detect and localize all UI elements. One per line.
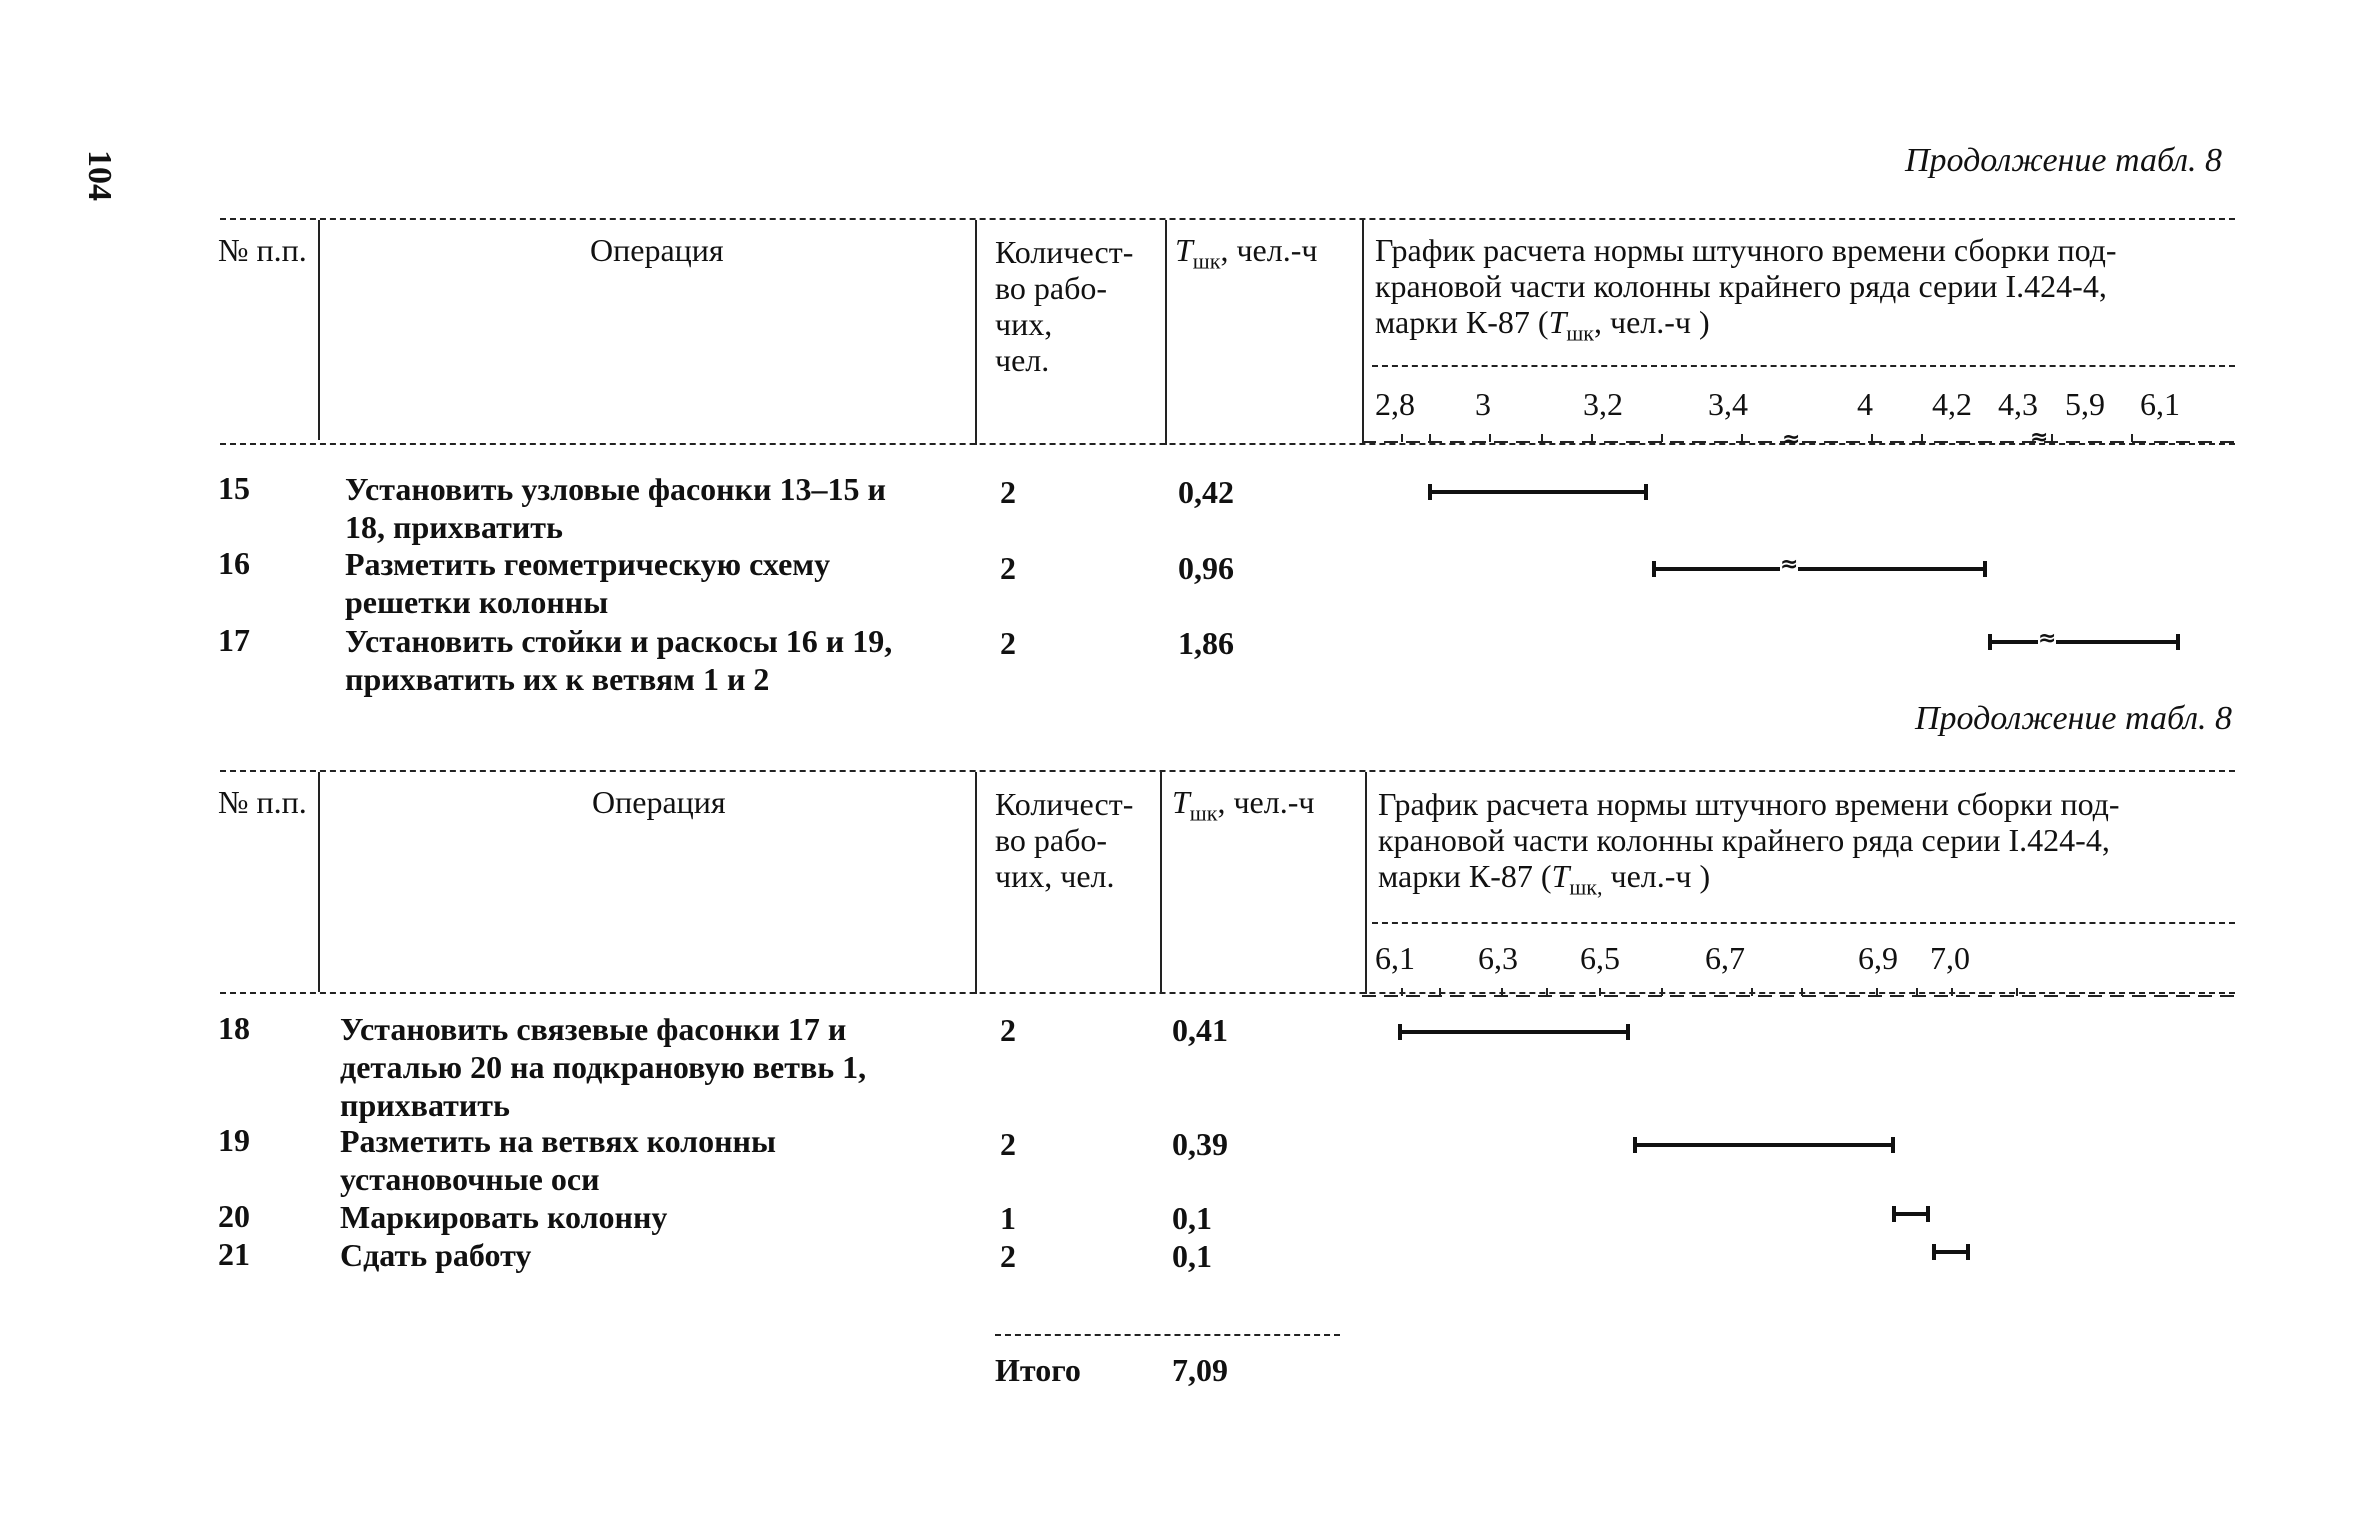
gantt-bar <box>1633 1143 1895 1147</box>
table-row-num: 18 <box>218 1010 250 1046</box>
total-rule <box>995 1334 1340 1336</box>
table-row-num: 21 <box>218 1236 250 1272</box>
table1-axis-tick: 3 <box>1475 386 1491 422</box>
table1-header-num: № п.п. <box>218 232 307 268</box>
table-row-workers: 2 <box>1000 1126 1016 1162</box>
table-row-time: 0,42 <box>1178 474 1234 510</box>
gantt-bar <box>1652 567 1987 571</box>
table2-header-chart: График расчета нормы штучного времени сборки под- крановой части колонны крайнего ряда серии I.424-4, марки К-87 ($Т_{шк,}$ чел.-ч ) <box>1378 786 2120 900</box>
table-row-num: 19 <box>218 1122 250 1158</box>
table-row-num: 16 <box>218 545 250 581</box>
table1-axis-break-icon: ≈ <box>2030 425 2049 450</box>
table-row-workers: 2 <box>1000 1238 1016 1274</box>
table-row-operation: Установить узловые фасонки 13–15 и 18, прихватить <box>345 471 886 545</box>
table2-caption: Продолжение табл. 8 <box>1915 700 2233 737</box>
table-row-operation: Сдать работу <box>340 1237 532 1273</box>
table2-col-sep-3 <box>1160 772 1162 994</box>
table1-chart-subrule <box>1372 365 2235 367</box>
table2-axis-tick: 6,5 <box>1580 940 1620 976</box>
table-row-operation: Разметить на ветвях колонны установочные оси <box>340 1123 776 1197</box>
table1-axis-tick: 3,4 <box>1708 386 1748 422</box>
table1-col-sep-4 <box>1362 220 1364 445</box>
table1-axis-scale <box>1362 430 2242 450</box>
gantt-break-icon: ≈ <box>2038 626 2057 651</box>
table2-chart-subrule <box>1372 922 2235 924</box>
table-row-operation: Разметить геометрическую схему решетки колонны <box>345 546 831 620</box>
table2-header-operation: Операция <box>592 784 726 820</box>
gantt-bar <box>1428 490 1648 494</box>
table1-header-chart: График расчета нормы штучного времени сборки под- крановой части колонны крайнего ряда серии I.424-4, марки К-87 ($Т_{шк}$, чел.-ч ) <box>1375 232 2117 346</box>
table1-col-sep-1 <box>318 220 320 440</box>
table1-col-sep-3 <box>1165 220 1167 445</box>
table-row-workers: 2 <box>1000 550 1016 586</box>
table-row-num: 20 <box>218 1198 250 1234</box>
table1-axis-tick: 4 <box>1857 386 1873 422</box>
table-row-operation: Установить стойки и раскосы 16 и 19, прихватить их к ветвям 1 и 2 <box>345 623 893 697</box>
table2-axis-tick: 6,7 <box>1705 940 1745 976</box>
table1-header-workers: Количест- во рабо- чих, чел. <box>995 234 1134 378</box>
gantt-break-icon: ≈ <box>1780 552 1799 577</box>
gantt-bar <box>1988 640 2180 644</box>
gantt-bar <box>1398 1030 1630 1034</box>
table-row-num: 17 <box>218 622 250 658</box>
table2-col-sep-2 <box>975 772 977 994</box>
table-row-workers: 1 <box>1000 1200 1016 1236</box>
table2-header-workers: Количест- во рабо- чих, чел. <box>995 786 1134 894</box>
gantt-bar <box>1892 1212 1930 1216</box>
table1-axis-tick: 4,3 <box>1998 386 2038 422</box>
table2-col-sep-4 <box>1365 772 1367 994</box>
table2-top-rule <box>220 770 2235 772</box>
table2-axis-tick: 6,9 <box>1858 940 1898 976</box>
table1-caption: Продолжение табл. 8 <box>1905 142 2223 179</box>
table-row-time: 0,41 <box>1172 1012 1228 1048</box>
table1-header-operation: Операция <box>590 232 724 268</box>
table-row-workers: 2 <box>1000 625 1016 661</box>
table-row-workers: 2 <box>1000 1012 1016 1048</box>
table-row-time: 0,1 <box>1172 1200 1212 1236</box>
table1-top-rule <box>220 218 2235 220</box>
table1-axis-tick: 3,2 <box>1583 386 1623 422</box>
table-row-time: 1,86 <box>1178 625 1234 661</box>
table2-col-sep-1 <box>318 772 320 992</box>
table2-header-num: № п.п. <box>218 784 307 820</box>
table-row-operation: Маркировать колонну <box>340 1199 668 1235</box>
table1-axis-break-icon: ≈ <box>1782 427 1801 452</box>
table1-col-sep-2 <box>975 220 977 445</box>
table-row-operation: Установить связевые фасонки 17 и деталью 20 на подкрановую ветвь 1, прихватить <box>340 1011 867 1123</box>
table2-axis-scale <box>1362 984 2242 1004</box>
table2-axis-tick: 6,3 <box>1478 940 1518 976</box>
page-number: 104 <box>81 150 118 201</box>
table1-header-time: $Т_{шк}$, чел.-ч <box>1175 232 1318 274</box>
table-row-time: 0,1 <box>1172 1238 1212 1274</box>
table1-axis-tick: 5,9 <box>2065 386 2105 422</box>
table-row-time: 0,96 <box>1178 550 1234 586</box>
total-value: 7,09 <box>1172 1352 1228 1388</box>
total-label: Итого <box>995 1352 1081 1388</box>
table1-axis-tick: 6,1 <box>2140 386 2180 422</box>
table1-axis-tick: 2,8 <box>1375 386 1415 422</box>
table1-axis-tick: 4,2 <box>1932 386 1972 422</box>
table2-axis-tick: 7,0 <box>1930 940 1970 976</box>
table2-axis-tick: 6,1 <box>1375 940 1415 976</box>
table-row-time: 0,39 <box>1172 1126 1228 1162</box>
table-row-num: 15 <box>218 470 250 506</box>
table-row-workers: 2 <box>1000 474 1016 510</box>
table2-header-time: $Т_{шк}$, чел.-ч <box>1172 784 1315 826</box>
gantt-bar <box>1932 1250 1970 1254</box>
